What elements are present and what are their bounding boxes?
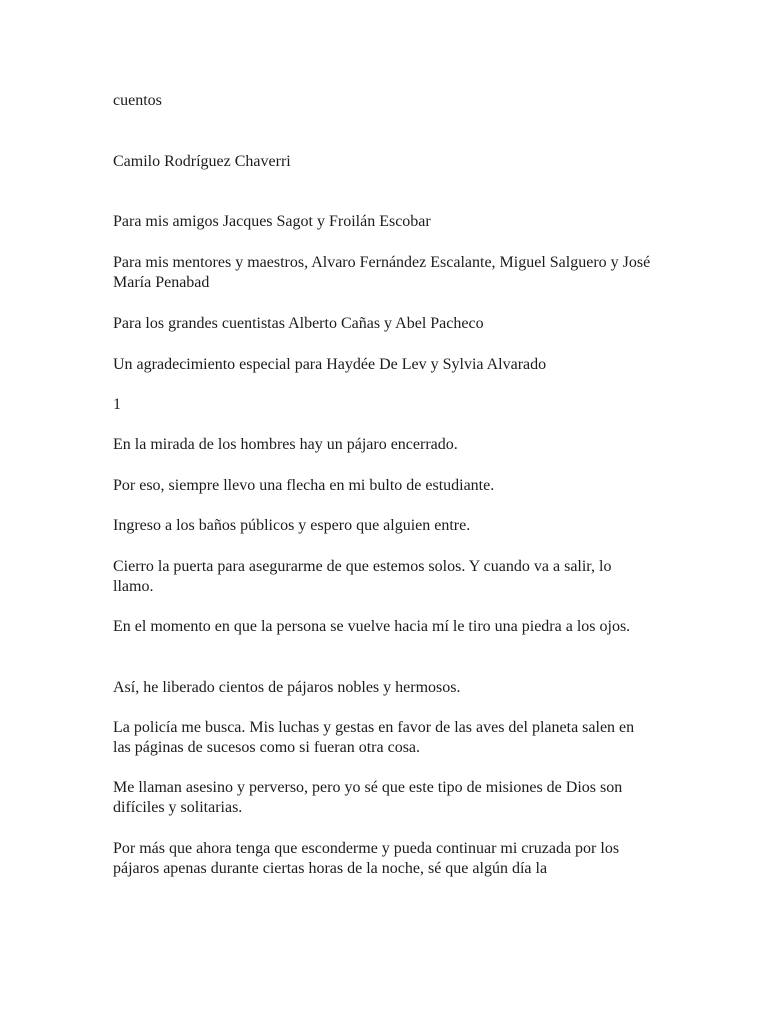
paragraph-7: La policía me busca. Mis luchas y gestas en favor de las aves del planeta salen en las páginas de sucesos como si fueran otra cosa. [113, 719, 635, 756]
section-number: 1 [113, 396, 121, 413]
paragraph-8: Me llaman asesino y perverso, pero yo sé que este tipo de misiones de Dios son difíciles y solitarias. [113, 779, 623, 816]
paragraph-6: Así, he liberado cientos de pájaros nobles y hermosos. [113, 679, 461, 696]
dedication-3: Para los grandes cuentistas Alberto Cañas y Abel Pacheco [113, 315, 484, 332]
paragraph-2: Por eso, siempre llevo una flecha en mi bulto de estudiante. [113, 477, 495, 494]
dedication-4: Un agradecimiento especial para Haydée De Lev y Sylvia Alvarado [113, 356, 547, 373]
author-name: Camilo Rodríguez Chaverri [113, 153, 291, 170]
paragraph-9: Por más que ahora tenga que esconderme y pueda continuar mi cruzada por los pájaros apenas durante ciertas horas de la noche, sé que algún día la [113, 840, 620, 877]
dedication-2: Para mis mentores y maestros, Alvaro Fernández Escalante, Miguel Salguero y José María Penabad [113, 254, 651, 291]
document-heading: cuentos [113, 92, 162, 109]
dedication-1: Para mis amigos Jacques Sagot y Froilán Escobar [113, 213, 431, 230]
paragraph-4: Cierro la puerta para asegurarme de que estemos solos. Y cuando va a salir, lo llamo. [113, 558, 612, 595]
paragraph-1: En la mirada de los hombres hay un pájaro encerrado. [113, 436, 458, 453]
paragraph-3: Ingreso a los baños públicos y espero que alguien entre. [113, 517, 471, 534]
paragraph-5: En el momento en que la persona se vuelve hacia mí le tiro una piedra a los ojos. [113, 618, 631, 635]
